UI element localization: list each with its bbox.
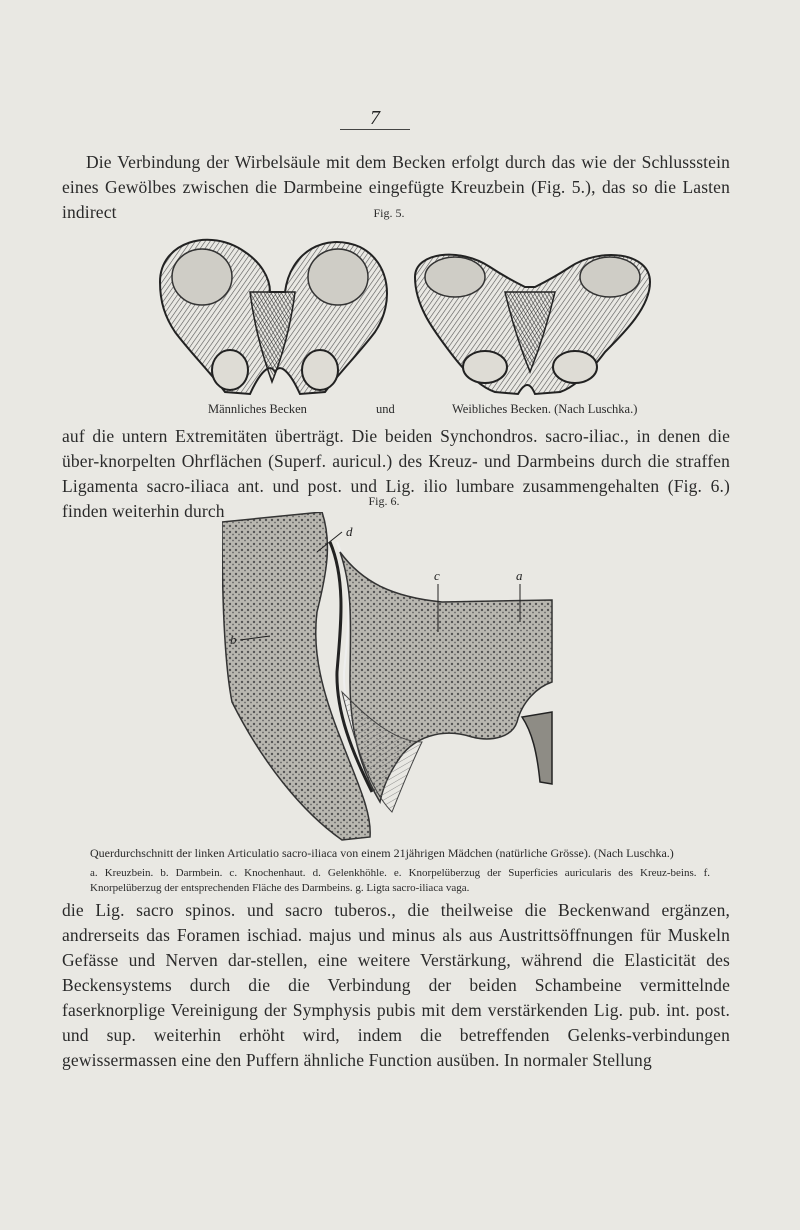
figure-6-cross-section-illustration — [222, 512, 562, 842]
figure-5-caption-male: Männliches Becken — [208, 402, 307, 416]
figure-6-letter-a: a — [516, 568, 523, 583]
figure-6-letter-b: b — [230, 632, 237, 647]
figure-5-caption-source: (Nach Luschka.) — [554, 402, 638, 416]
paragraph-synchondrosis: auf die untern Extremitäten überträgt. Die beiden Synchondros. sacro-iliac., in denen die über-knorpelten Ohrflächen (Superf. auricul.) des Kreuz- und Darmbeins durch die straffen Ligamenta sacro-iliaca ant. und post. und Lig. ilio lumbare zusammengehalten (Fig. 6.) finden weiterhin durch — [62, 426, 730, 521]
figure-5-label: Fig. 5. — [373, 206, 405, 220]
page-number: 7 — [340, 107, 410, 130]
figure-6-caption: Querdurchschnitt der linken Articulatio sacro-iliaca von einem 21jährigen Mädchen (natürliche Grösse). (Nach Luschka.) — [90, 846, 674, 860]
figure-6-label: Fig. 6. — [368, 494, 400, 508]
female-pelvis-drawing — [415, 255, 650, 394]
figure-6-letter-d: d — [346, 524, 353, 539]
paragraph-ligaments: die Lig. sacro spinos. und sacro tuberos., die theilweise die Beckenwand ergänzen, andrerseits das Foramen ischiad. majus und minus als aus Austrittsöffnungen für Muskeln Gefässe und Nerven dar-stellen, eine weitere Verstärkung, während die Elasticität des Beckensystems durch die die Verbindung der beiden Schambeine vermittelnde faserknorplige Vereinigung der Symphysis pubis mit dem verstärkenden Lig. pub. int. post. und sup. weiterhin erhöht wird, indem die betreffenden Gelenks-verbindungen gewissermassen eine den Puffern ähnliche Function ausüben. In normaler Stellung — [62, 900, 730, 1070]
figure-5-caption-and: und — [376, 402, 395, 416]
figure-5-pelvis-illustration — [150, 222, 660, 400]
figure-6-letter-c: c — [434, 568, 440, 583]
paragraph-intro: Die Verbindung der Wirbelsäule mit dem Becken erfolgt durch das wie der Schlussstein eines Gewölbes zwischen die Darmbeine eingefügte Kreuzbein (Fig. 5.), das so die Lasten indirect — [62, 152, 730, 222]
figure-6-legend: a. Kreuzbein. b. Darmbein. c. Knochenhaut. d. Gelenkhöhle. e. Knorpelüberzug der Superficies auricularis des Kreuz-beins. f. Knorpelüberzug der entsprechenden Fläche des Darmbeins. g. Ligta sacro-iliaca vaga. — [90, 867, 710, 894]
figure-5-caption-female: Weibliches Becken. — [452, 402, 551, 416]
male-pelvis-drawing — [160, 240, 387, 394]
